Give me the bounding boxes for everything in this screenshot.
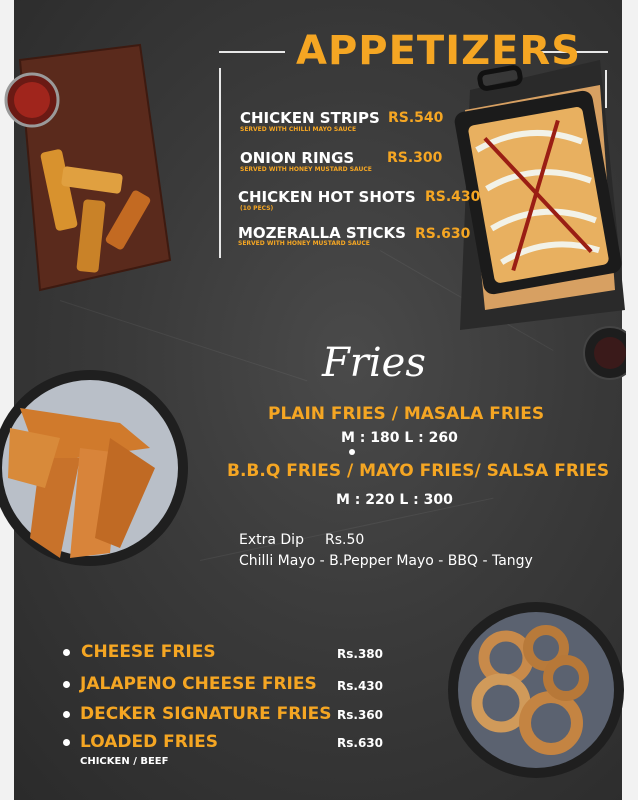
appetizer-name: MOZERALLA STICKS xyxy=(238,224,406,242)
list-bullet xyxy=(63,711,70,718)
special-name: CHEESE FRIES xyxy=(81,642,216,662)
extra-dip-price: Rs.50 xyxy=(325,532,365,548)
appetizer-note: (10 PECS) xyxy=(240,205,274,212)
appetizer-price: RS.630 xyxy=(415,226,471,242)
list-bullet xyxy=(63,739,70,746)
appetizer-price: RS.430 xyxy=(425,189,481,205)
appetizer-price: RS.540 xyxy=(388,110,444,126)
fries-group-name: B.B.Q FRIES / MAYO FRIES/ SALSA FRIES xyxy=(227,461,610,481)
onion-rings-plate-image xyxy=(446,598,626,788)
separator-dot xyxy=(349,449,355,455)
loaded-fries-note: CHICKEN / BEEF xyxy=(80,756,169,767)
special-price: Rs.630 xyxy=(337,736,383,750)
frame-rule-right xyxy=(605,70,607,108)
extra-dip-options: Chilli Mayo - B.Pepper Mayo - BBQ - Tangy xyxy=(239,553,533,569)
page-title: APPETIZERS xyxy=(296,28,582,74)
header-rule-left xyxy=(219,51,285,53)
special-price: Rs.430 xyxy=(337,679,383,693)
appetizer-price: RS.300 xyxy=(387,150,443,166)
special-name: JALAPENO CHEESE FRIES xyxy=(80,674,317,694)
special-name: LOADED FRIES xyxy=(80,732,219,752)
chicken-tenders-plate-image xyxy=(0,368,190,578)
appetizer-note: SERVED WITH HONEY MUSTARD SAUCE xyxy=(240,166,372,173)
list-bullet xyxy=(63,649,70,656)
frame-rule-left xyxy=(219,68,221,258)
fries-title: Fries xyxy=(322,340,426,386)
extra-dip-label: Extra Dip xyxy=(239,532,304,548)
appetizer-note: SERVED WITH HONEY MUSTARD SAUCE xyxy=(238,240,370,247)
special-price: Rs.360 xyxy=(337,708,383,722)
appetizer-name: ONION RINGS xyxy=(240,149,355,167)
fries-group-sizes: M : 180 L : 260 xyxy=(341,430,458,446)
special-name: DECKER SIGNATURE FRIES xyxy=(80,704,332,724)
special-price: Rs.380 xyxy=(337,647,383,661)
sauce-bowl-image xyxy=(582,318,626,388)
fries-group-name: PLAIN FRIES / MASALA FRIES xyxy=(268,404,545,424)
appetizer-note: SERVED WITH CHILLI MAYO SAUCE xyxy=(240,126,357,133)
list-bullet xyxy=(63,681,70,688)
fries-group-sizes: M : 220 L : 300 xyxy=(336,492,453,508)
chicken-strips-board-image xyxy=(0,40,180,300)
appetizer-name: CHICKEN STRIPS xyxy=(240,109,380,127)
appetizer-name: CHICKEN HOT SHOTS xyxy=(238,188,416,206)
